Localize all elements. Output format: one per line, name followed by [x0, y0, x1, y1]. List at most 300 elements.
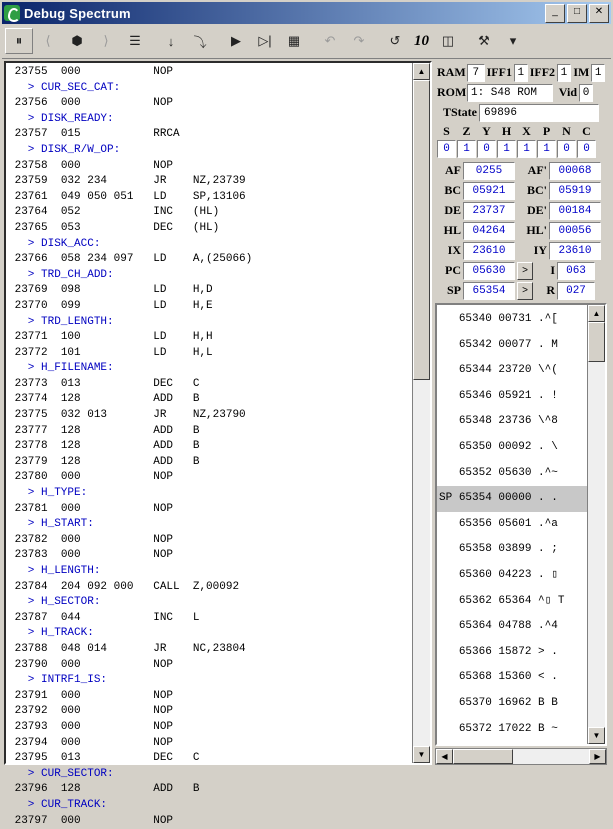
memory-value: 17022 — [498, 723, 538, 735]
disassembly-row[interactable] — [8, 533, 412, 549]
memory-marker — [439, 723, 459, 735]
memory-address: 65348 — [459, 415, 499, 427]
disassembly-bytes: 000 — [61, 66, 153, 78]
disassembly-mnemonic: DEC C — [153, 378, 199, 390]
memory-chars: . ! — [538, 390, 558, 402]
disassembly-address: 23791 — [8, 690, 61, 702]
minimize-button[interactable] — [545, 4, 565, 23]
memory-chars: B B — [538, 697, 558, 709]
memory-value: 05921 — [498, 390, 538, 402]
disassembly-address: 23761 — [8, 191, 61, 203]
disassembly-address: 23770 — [8, 300, 61, 312]
disassembly-bytes: 015 — [61, 128, 153, 140]
disassembly-row[interactable] — [8, 96, 412, 112]
memory-row[interactable] — [437, 537, 588, 563]
chevron-left-icon: ◀ — [441, 753, 447, 761]
flag-value-n[interactable]: 0 — [557, 140, 576, 158]
hl-value[interactable]: 04264 — [463, 222, 515, 240]
disassembly-mnemonic: NOP — [153, 690, 193, 702]
de-label: DE — [437, 203, 461, 218]
stop-button[interactable] — [63, 28, 91, 54]
memory-address: 65372 — [459, 723, 499, 735]
disassembly-mnemonic: NOP — [153, 534, 193, 546]
disassembly-mnemonic: NOP — [153, 160, 193, 172]
layers-button[interactable] — [434, 28, 462, 54]
disassembly-address: 23796 — [8, 783, 61, 795]
disassembly-address: 23784 — [8, 581, 61, 593]
memory-row[interactable] — [437, 665, 588, 691]
memory-address: 65366 — [459, 646, 499, 658]
disassembly-mnemonic: JR NC,23804 — [153, 643, 245, 655]
tools-button[interactable] — [470, 28, 498, 54]
undo-icon: ↶ — [325, 33, 336, 49]
memory-list[interactable] — [437, 305, 588, 744]
scroll-up-button[interactable] — [413, 63, 430, 80]
disassembly-row[interactable] — [8, 470, 412, 486]
memory-chars: \^8 — [538, 415, 558, 427]
disassembly-mnemonic: NOP — [153, 97, 193, 109]
pause-button[interactable] — [5, 28, 33, 54]
disassembly-address: 23777 — [8, 425, 61, 437]
chevron-down-icon: ▼ — [418, 751, 426, 759]
memory-chars: . . — [538, 492, 558, 504]
memory-marker — [439, 671, 459, 683]
memory-address: 65358 — [459, 543, 499, 555]
memory-chars: > . — [538, 646, 558, 658]
disassembly-mnemonic: JR NZ,23739 — [153, 175, 245, 187]
disassembly-label-row[interactable] — [8, 112, 412, 128]
disassembly-label-row[interactable] — [8, 626, 412, 642]
flag-value-z[interactable]: 1 — [457, 140, 476, 158]
flag-label-x: X — [517, 124, 536, 139]
disassembly-address: 23790 — [8, 659, 61, 671]
disassembly-address: 23779 — [8, 456, 61, 468]
iff1-value[interactable]: 1 — [514, 64, 528, 82]
memory-chars: . ; — [538, 543, 558, 555]
memory-address: 65340 — [459, 313, 499, 325]
bc-alt-value[interactable]: 05919 — [549, 182, 601, 200]
disassembly-row[interactable] — [8, 408, 412, 424]
disassembly-row[interactable] — [8, 502, 412, 518]
disassembly-mnemonic: NOP — [153, 659, 193, 671]
memory-marker — [439, 364, 459, 376]
disassembly-row[interactable] — [8, 720, 412, 736]
flag-value-p[interactable]: 1 — [537, 140, 556, 158]
memory-marker — [439, 390, 459, 402]
disassembly-mnemonic: LD H,L — [153, 347, 212, 359]
memory-chars: \^( — [538, 364, 558, 376]
memory-row[interactable] — [437, 461, 588, 487]
toolbar — [2, 24, 611, 59]
memory-chars: .^~ — [538, 467, 558, 479]
disassembly-label: > H_FILENAME: — [8, 362, 114, 374]
bc-label: BC — [437, 183, 461, 198]
memory-scroll-thumb[interactable] — [588, 322, 605, 362]
maximize-icon: □ — [568, 4, 586, 19]
disassembly-label: > H_SECTOR: — [8, 596, 100, 608]
disassembly-label: > TRD_CH_ADD: — [8, 269, 114, 281]
ix-value[interactable]: 23610 — [463, 242, 515, 260]
disassembly-bytes: 052 — [61, 206, 153, 218]
vid-label: Vid — [555, 85, 577, 100]
step-back-button[interactable] — [34, 28, 62, 54]
disassembly-bytes: 128 — [61, 440, 153, 452]
disassembly-row[interactable] — [8, 205, 412, 221]
disassembly-address: 23769 — [8, 284, 61, 296]
disassembly-row[interactable] — [8, 174, 412, 190]
hscroll-left-button[interactable] — [436, 749, 453, 764]
memory-row[interactable] — [437, 409, 588, 435]
af-value[interactable]: 0255 — [463, 162, 515, 180]
disassembly-row[interactable] — [8, 190, 412, 206]
disassembly-row[interactable] — [8, 221, 412, 237]
sp-label: SP — [437, 283, 461, 298]
list-button[interactable] — [121, 28, 149, 54]
disassembly-mnemonic: LD A,(25066) — [153, 253, 252, 265]
memory-marker — [439, 441, 459, 453]
disassembly-label-row[interactable] — [8, 486, 412, 502]
ram-value[interactable]: 7 — [467, 64, 485, 82]
disassembly-bytes: 000 — [61, 471, 153, 483]
disassembly-address: 23759 — [8, 175, 61, 187]
disassembly-label-row[interactable] — [8, 595, 412, 611]
disassembly-label: > INTRF1_IS: — [8, 674, 107, 686]
de-value[interactable]: 23737 — [463, 202, 515, 220]
step-into-button[interactable] — [157, 28, 185, 54]
memory-row[interactable] — [437, 691, 588, 717]
memory-address: 65362 — [459, 595, 499, 607]
memory-marker — [439, 467, 459, 479]
disassembly-mnemonic: CALL Z,00092 — [153, 581, 239, 593]
memory-row[interactable] — [437, 333, 588, 359]
r-value[interactable]: 027 — [557, 282, 595, 300]
disassembly-bytes: 000 — [61, 721, 153, 733]
disassembly-label: > H_TRACK: — [8, 627, 94, 639]
rom-row — [437, 83, 605, 102]
memory-value: 23720 — [498, 364, 538, 376]
memory-scroll-track[interactable] — [588, 322, 605, 727]
disassembly-bytes: 032 013 — [61, 409, 153, 421]
flag-value-h[interactable]: 1 — [497, 140, 516, 158]
iy-value[interactable]: 23610 — [549, 242, 601, 260]
disassembly-address: 23771 — [8, 331, 61, 343]
disassembly-mnemonic: ADD B — [153, 440, 199, 452]
disassembly-address: 23773 — [8, 378, 61, 390]
disassembly-label: > H_TYPE: — [8, 487, 87, 499]
memory-chars: B ~ — [538, 723, 558, 735]
flag-value-s[interactable]: 0 — [437, 140, 456, 158]
step-count-value[interactable]: 10 — [410, 33, 433, 50]
disassembly-address: 23781 — [8, 503, 61, 515]
chevron-up-icon: ▲ — [418, 68, 426, 76]
disassembly-address: 23797 — [8, 815, 61, 827]
disassembly-row[interactable] — [8, 782, 412, 798]
disassembly-row[interactable] — [8, 65, 412, 81]
memory-row[interactable] — [437, 384, 588, 410]
disassembly-address: 23766 — [8, 253, 61, 265]
disassembly-address: 23765 — [8, 222, 61, 234]
disassembly-address: 23780 — [8, 471, 61, 483]
disassembly-row[interactable] — [8, 455, 412, 471]
i-value[interactable]: 063 — [557, 262, 595, 280]
breakpoint-button[interactable] — [280, 28, 308, 54]
disassembly-bytes: 000 — [61, 503, 153, 515]
window-controls — [545, 4, 609, 23]
app-icon — [4, 5, 20, 21]
disassembly-label-row[interactable] — [8, 517, 412, 533]
disassembly-bytes: 000 — [61, 549, 153, 561]
memory-value: 65364 — [498, 595, 538, 607]
disassembly-row[interactable] — [8, 642, 412, 658]
disassembly-label-row[interactable] — [8, 315, 412, 331]
memory-address: 65360 — [459, 569, 499, 581]
step-into-icon: ↓ — [168, 34, 175, 49]
breakpoint-icon: ▦ — [288, 33, 300, 49]
disassembly-row[interactable] — [8, 330, 412, 346]
memory-row[interactable] — [437, 307, 588, 333]
register-pane — [435, 61, 607, 301]
disassembly-label-row[interactable] — [8, 798, 412, 814]
disassembly-row[interactable] — [8, 751, 412, 767]
memory-address: 65370 — [459, 697, 499, 709]
memory-address: 65344 — [459, 364, 499, 376]
disassembly-mnemonic: ADD B — [153, 783, 199, 795]
iff2-value[interactable]: 1 — [557, 64, 571, 82]
hscroll-right-button[interactable] — [589, 749, 606, 764]
i-label: I — [535, 263, 555, 278]
pc-label: PC — [437, 263, 461, 278]
disassembly-mnemonic: NOP — [153, 705, 193, 717]
memory-row[interactable] — [437, 512, 588, 538]
disassembly-row[interactable] — [8, 704, 412, 720]
disassembly-label-row[interactable] — [8, 81, 412, 97]
tstate-label: TState — [437, 105, 477, 120]
memory-marker — [439, 415, 459, 427]
disassembly-bytes: 044 — [61, 612, 153, 624]
memory-address: 65354 — [459, 492, 499, 504]
disassembly-mnemonic: NOP — [153, 549, 193, 561]
pc-value[interactable]: 05630 — [463, 262, 515, 280]
flag-label-p: P — [537, 124, 556, 139]
scroll-thumb[interactable] — [413, 80, 430, 380]
memory-address: 65342 — [459, 339, 499, 351]
memory-value: 16962 — [498, 697, 538, 709]
hscroll-track[interactable] — [453, 749, 589, 764]
memory-chars: . ▯ — [538, 569, 558, 581]
disassembly-row[interactable] — [8, 814, 412, 829]
disassembly-row[interactable] — [8, 580, 412, 596]
disassembly-row[interactable] — [8, 689, 412, 705]
disassembly-bytes: 032 234 — [61, 175, 153, 187]
scroll-track[interactable] — [413, 80, 430, 746]
disassembly-address: 23772 — [8, 347, 61, 359]
disassembly-bytes: 058 234 097 — [61, 253, 153, 265]
disassembly-label-row[interactable] — [8, 237, 412, 253]
refresh-button[interactable] — [381, 28, 409, 54]
title-bar — [2, 2, 611, 24]
de-alt-value[interactable]: 00184 — [549, 202, 601, 220]
tstate-value[interactable]: 69896 — [479, 104, 599, 122]
disassembly-bytes: 000 — [61, 534, 153, 546]
flag-value-x[interactable]: 1 — [517, 140, 536, 158]
flag-label-n: N — [557, 124, 576, 139]
memory-scroll-up-button[interactable] — [588, 305, 605, 322]
memory-row[interactable] — [437, 589, 588, 615]
main-body — [2, 59, 611, 767]
flag-label-y: Y — [477, 124, 496, 139]
disassembly-address: 23764 — [8, 206, 61, 218]
memory-row[interactable] — [437, 640, 588, 666]
memory-pane[interactable] — [435, 303, 607, 746]
memory-row[interactable] — [437, 717, 588, 743]
register-row-ix — [437, 241, 605, 260]
register-row-af — [437, 161, 605, 180]
disassembly-address: 23755 — [8, 66, 61, 78]
step-forward-button[interactable] — [92, 28, 120, 54]
disassembly-row[interactable] — [8, 252, 412, 268]
right-column — [435, 61, 607, 765]
disassembly-mnemonic: LD H,E — [153, 300, 212, 312]
disassembly-bytes: 049 050 051 — [61, 191, 153, 203]
disassembly-label-row[interactable] — [8, 143, 412, 159]
disassembly-row[interactable] — [8, 159, 412, 175]
disassembly-row[interactable] — [8, 439, 412, 455]
step-over-button[interactable] — [186, 28, 214, 54]
disassembly-label: > CUR_SECTOR: — [8, 768, 114, 780]
scroll-down-button[interactable] — [413, 746, 430, 763]
memory-value: 15872 — [498, 646, 538, 658]
disassembly-row[interactable] — [8, 283, 412, 299]
disassembly-bytes: 128 — [61, 783, 153, 795]
memory-value: 05601 — [498, 518, 538, 530]
redo-button[interactable] — [345, 28, 373, 54]
pc-goto-button[interactable]: > — [517, 262, 533, 280]
disassembly-mnemonic: ADD B — [153, 456, 199, 468]
disassembly-label-row[interactable] — [8, 268, 412, 284]
hl-alt-value[interactable]: 00056 — [549, 222, 601, 240]
disassembly-mnemonic: JR NZ,23790 — [153, 409, 245, 421]
memory-scrollbar[interactable] — [587, 305, 605, 744]
memory-row[interactable] — [437, 614, 588, 640]
af-alt-value[interactable]: 00068 — [549, 162, 601, 180]
memory-value: 15360 — [498, 671, 538, 683]
disassembly-address: 23793 — [8, 721, 61, 733]
memory-hscrollbar[interactable] — [435, 748, 607, 765]
disassembly-list[interactable] — [6, 63, 412, 763]
memory-chars: ^▯ T — [538, 595, 564, 607]
run-button[interactable] — [222, 28, 250, 54]
disassembly-label-row[interactable] — [8, 564, 412, 580]
memory-marker — [439, 595, 459, 607]
flag-label-h: H — [497, 124, 516, 139]
register-row-hl — [437, 221, 605, 240]
run-to-cursor-icon: ▷| — [258, 33, 271, 49]
stop-icon: ⬢ — [71, 33, 82, 49]
flag-value-y[interactable]: 0 — [477, 140, 496, 158]
disassembly-pane[interactable] — [4, 61, 432, 765]
disassembly-mnemonic: NOP — [153, 737, 193, 749]
sp-goto-button[interactable]: > — [517, 282, 533, 300]
disassembly-address: 23795 — [8, 752, 61, 764]
memory-value: 04788 — [498, 620, 538, 632]
disassembly-row[interactable] — [8, 127, 412, 143]
disassembly-mnemonic: NOP — [153, 66, 193, 78]
r-label: R — [535, 283, 555, 298]
af-alt-label: AF' — [517, 163, 547, 178]
bc-value[interactable]: 05921 — [463, 182, 515, 200]
close-button[interactable] — [589, 4, 609, 23]
disassembly-address: 23775 — [8, 409, 61, 421]
memory-value: 23736 — [498, 415, 538, 427]
sp-value[interactable]: 65354 — [463, 282, 515, 300]
maximize-button[interactable] — [567, 4, 587, 23]
disassembly-label: > CUR_SEC_CAT: — [8, 82, 120, 94]
disassembly-row[interactable] — [8, 392, 412, 408]
memory-marker — [439, 646, 459, 658]
disassembly-row[interactable] — [8, 611, 412, 627]
disassembly-bytes: 000 — [61, 97, 153, 109]
disassembly-row[interactable] — [8, 346, 412, 362]
disassembly-row[interactable] — [8, 299, 412, 315]
toolbar-dropdown-button[interactable] — [499, 28, 527, 54]
memory-value: 00731 — [498, 313, 538, 325]
hl-label: HL — [437, 223, 461, 238]
disassembly-address: 23783 — [8, 549, 61, 561]
vid-value[interactable]: 0 — [579, 84, 593, 102]
disassembly-row[interactable] — [8, 736, 412, 752]
disassembly-bytes: 000 — [61, 659, 153, 671]
step-over-icon: ⤵ — [193, 32, 206, 51]
hscroll-thumb[interactable] — [453, 749, 513, 764]
iff2-label: IFF2 — [530, 65, 555, 80]
memory-scroll-down-button[interactable] — [588, 727, 605, 744]
disassembly-bytes: 053 — [61, 222, 153, 234]
memory-value: 03899 — [498, 543, 538, 555]
disassembly-label-row[interactable] — [8, 673, 412, 689]
im-value[interactable]: 1 — [591, 64, 605, 82]
disassembly-label-row[interactable] — [8, 767, 412, 783]
disassembly-row[interactable] — [8, 658, 412, 674]
disassembly-bytes: 128 — [61, 393, 153, 405]
disassembly-bytes: 013 — [61, 752, 153, 764]
rom-select[interactable]: 1: S48 ROM — [467, 84, 553, 102]
memory-row[interactable] — [437, 435, 588, 461]
memory-row[interactable] — [437, 486, 588, 512]
chevron-down-icon: ▾ — [510, 33, 517, 49]
disassembly-label-row[interactable] — [8, 361, 412, 377]
disassembly-row[interactable] — [8, 548, 412, 564]
memory-value: 00077 — [498, 339, 538, 351]
im-label: IM — [573, 65, 590, 80]
undo-button[interactable] — [316, 28, 344, 54]
memory-chars: .^a — [538, 518, 558, 530]
af-label: AF — [437, 163, 461, 178]
layers-icon: ◫ — [442, 33, 454, 49]
list-icon: ☰ — [129, 33, 141, 49]
memory-address: 65368 — [459, 671, 499, 683]
register-row-pc — [437, 261, 605, 280]
disassembly-mnemonic: LD SP,13106 — [153, 191, 245, 203]
memory-row[interactable] — [437, 563, 588, 589]
disassembly-row[interactable] — [8, 377, 412, 393]
disassembly-scrollbar[interactable] — [412, 63, 430, 763]
memory-row[interactable] — [437, 358, 588, 384]
run-to-cursor-button[interactable] — [251, 28, 279, 54]
disassembly-label: > TRD_LENGTH: — [8, 316, 114, 328]
disassembly-row[interactable] — [8, 424, 412, 440]
memory-marker — [439, 339, 459, 351]
flag-value-c[interactable]: 0 — [577, 140, 596, 158]
